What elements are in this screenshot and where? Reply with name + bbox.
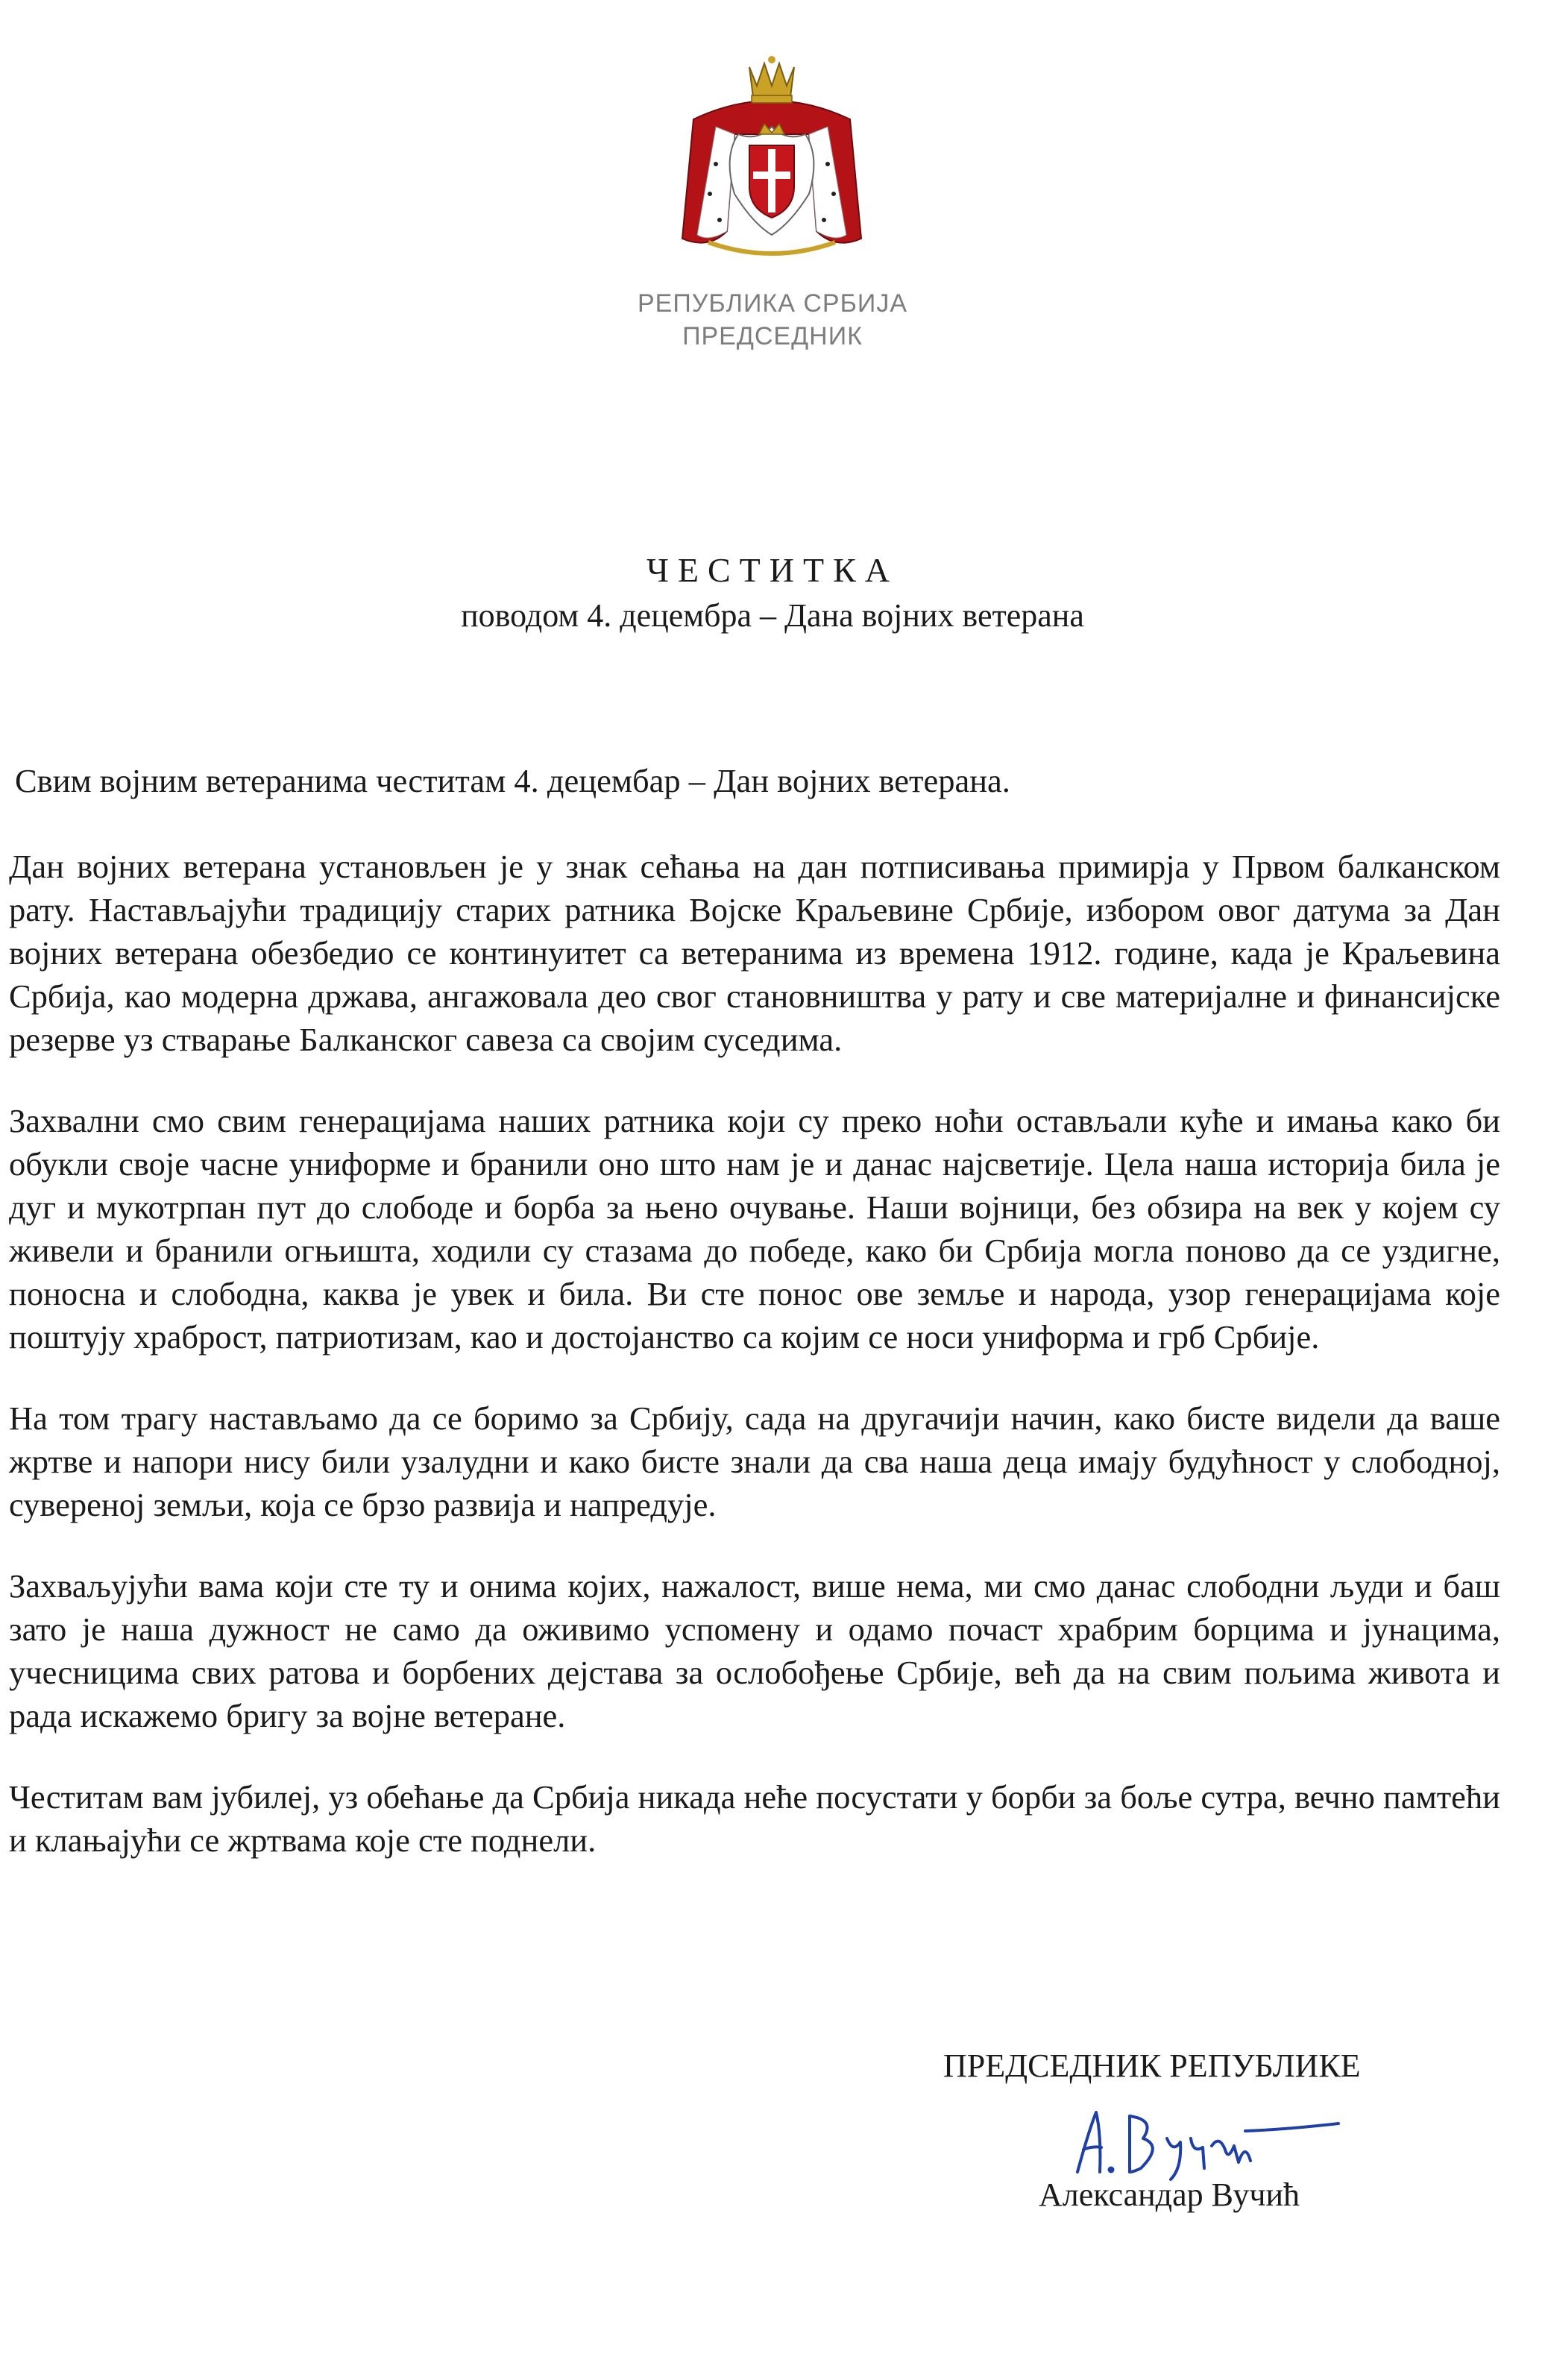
letter-title: ЧЕСТИТКА	[646, 551, 899, 589]
paragraph: На том трагу настављамо да се боримо за Србију, сада на другачији начин, како бисте видели да ваше жртве и напори нису били узалудни и како бисте знали да сва наша деца имају будућност у слободној, сувереној земљи, која се брзо развија и напредује.	[9, 1400, 1500, 1523]
paragraph-greeting: Свим војним ветеранима честитам 4. децембар – Дан војних ветерана.	[15, 762, 1010, 799]
organization-office: ПРЕДСЕДНИК	[682, 322, 863, 350]
coat-of-arms-emblem	[664, 52, 880, 268]
signatory-title: ПРЕДСЕДНИК РЕПУБЛИКЕ	[943, 2047, 1361, 2084]
paragraph: Захвални смо свим генерацијама наших ратника који су преко ноћи остављали куће и имања како би обукли своје часне униформе и бранили оно што нам је и данас најсветије. Цела наша историја била је дуг и мукотрпан пут до слободе и борба за њено очување. Наши војници, без обзира на век у којем су живели и бранили огњишта, ходили су стазама до победе, како би Србија могла поново да се уздигне, поносна и слободна, каква је увек и била. Ви сте понос ове земље и народа, узор генерацијама које поштују храброст, патриотизам, као и достојанство са којим се носи униформа и грб Србије.	[9, 1102, 1500, 1356]
letter-body	[9, 759, 1500, 1900]
signatory-name: Александар Вучић	[1039, 2176, 1300, 2213]
paragraph: Честитам вам јубилеј, уз обећање да Србија никада неће посустати у борби за боље сутра, вечно памтећи и клањајући се жртвама које сте поднели.	[9, 1778, 1500, 1859]
organization-name: РЕПУБЛИКА СРБИЈА	[637, 289, 908, 318]
paragraph: Дан војних ветерана установљен је у знак сећања на дан потписивања примирја у Првом балканском рату. Настављајући традицију старих ратника Војске Краљевине Србије, избором овог датума за Дан војних ветерана обезбедио се континуитет са ветеранима из времена 1912. године, када је Краљевина Србија, као модерна држава, ангажовала део свог становништва у рату и све материјалне и финансијске резерве уз стварање Балканског савеза са својим суседима.	[9, 848, 1500, 1058]
paragraph: Захваљујући вама који сте ту и онима којих, нажалост, више нема, ми смо данас слободни људи и баш зато је наша дужност не само да оживимо успомену и одамо почаст храбрим борцима и јунацима, учесницима свих ратова и борбених дејстава за ослобођење Србије, већ да на свим пољима живота и рада искажемо бригу за војне ветеране.	[9, 1567, 1500, 1734]
letter-subtitle: поводом 4. децембра – Дана војних ветерана	[461, 597, 1084, 634]
handwritten-signature	[1055, 2101, 1346, 2183]
